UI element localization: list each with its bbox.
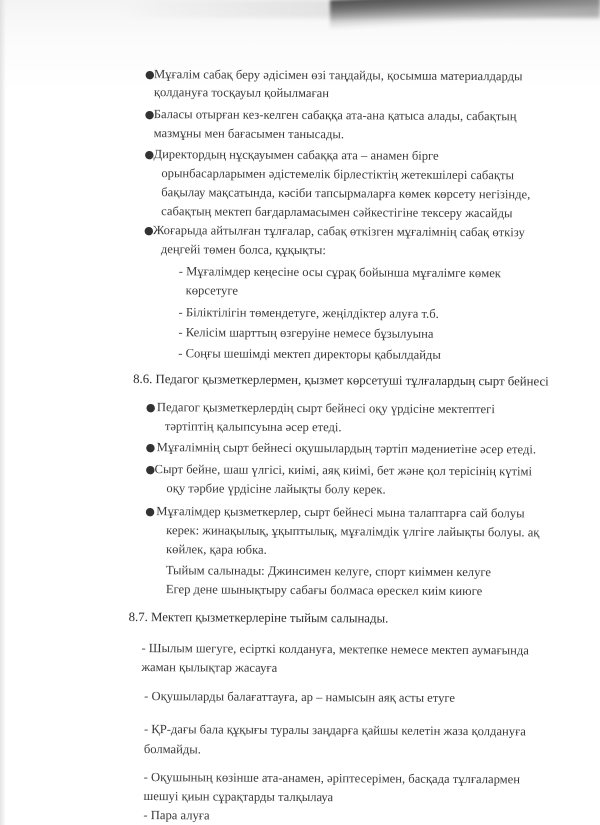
text-line: көрсетуге — [185, 283, 238, 298]
text-line: - Соңғы шешімді мектеп директоры қабылдайды — [178, 346, 441, 362]
text-line: сабақтың мектеп бағдарламасымен сәйкестігіне тексеру жасайды — [161, 204, 513, 221]
text-line: оқу тәрбие үрдісіне лайықты болу керек. — [166, 481, 386, 497]
text-line: орынбасарларымен әдістемелік бірлестіктің жетекшілері сабақты — [161, 166, 514, 183]
bullet-marker: ● — [144, 108, 155, 122]
text-line: - ҚР-дағы бала құқығы туралы заңдарға қайшы келетін жаза қолдануға — [143, 722, 526, 739]
text-line: тәртіптің қалыпсуына әсер етеді. — [164, 419, 342, 435]
text-line: Директордың нұсқауымен сабаққа ата – анамен бірге — [153, 147, 439, 163]
text-line: Мұғалімдер қызметкерлер, сырт бейнесі мына талаптарға сай болуы — [156, 504, 525, 521]
text-line: қолдануға тосқауыл қойылмаған — [153, 85, 330, 101]
text-line: Сырт бейне, шаш үлгісі, киімі, аяқ киімі, бет және қол терісінің күтімі — [154, 462, 533, 479]
bullet-marker: ● — [144, 148, 155, 162]
text-line: - Шылым шегуге, есірткі колдануға, мектепке немесе мектеп аумағында — [141, 641, 529, 658]
text-line: - Мұғалімдер кеңесіне осы сұрақ бойынша мұғалімге көмек — [178, 264, 501, 281]
text-line: керек: жинақылық, ұқыптылық, мұғалімдік үлгіге лайықты болуы. ақ — [166, 523, 540, 540]
section-heading: 8.7. Мектеп қызметкерлеріне тыйым салынады. — [128, 609, 389, 626]
bullet-marker: ● — [145, 441, 156, 455]
section-heading: 8.6. Педагог қызметкерлермен, қызмет көрсетуші тұлғалардың сырт бейнесі — [133, 371, 549, 389]
text-line: - Келісім шарттың өзгеруіне немесе бұзылуына — [178, 325, 434, 341]
bullet-marker: ● — [145, 505, 155, 519]
text-line: - Оқушының көзінше ата-анамен, әріптесерімен, басқада тұлғалармен — [143, 770, 521, 787]
bullet-marker: ● — [143, 224, 154, 238]
text-line: мазмұны мен бағасымен танысады. — [153, 126, 345, 142]
text-line: - Біліктілігін төмендетуге, жеңілдіктер алуға т.б. — [178, 305, 439, 321]
text-line: Мұғалім сабақ беру әдісімен өзі таңдайды, қосымша материалдарды — [153, 67, 523, 84]
text-line: болмайды. — [143, 742, 201, 757]
bullet-marker: ● — [145, 463, 156, 477]
text-line: шешуі қиын сұрақтарды талқылауа — [143, 789, 334, 805]
text-line: - Оқушыларды балағаттауға, ар – намысын аяқ асты етуге — [144, 689, 456, 705]
text-line: Егер дене шынықтыру сабағы болмаса өрескел киім киюге — [165, 582, 483, 599]
text-line: деңгейі төмен болса, құқықты: — [160, 242, 326, 258]
text-line: Тыйым салынады: Джинсимен келуге, спорт киіммен келуге — [165, 563, 492, 580]
text-line: Жоғарыда айтылған тұлғалар, сабақ өткізген мұғалімнің сабақ өткізу — [152, 223, 525, 240]
bullet-marker: ● — [144, 68, 155, 82]
text-line: - Пара алуға — [143, 808, 210, 823]
text-line: бақылау мақсатында, кәсіби тапсырмаларға көмек көрсету негізінде, — [161, 185, 531, 202]
text-line: Баласы отырған кез-келген сабаққа ата-ана қатыса алады, сабақтың — [153, 107, 517, 124]
text-line: көйлек, қара юбка. — [166, 542, 267, 557]
bullet-marker: ● — [145, 401, 156, 415]
text-line: Педагог қызметкерлердің сырт бейнесі оқу үрдісіне мектептегі — [156, 400, 495, 417]
text-line: Мұғалімнің сырт бейнесі оқушылардың тәртіп мәдениетіне әсер етеді. — [156, 440, 537, 457]
text-line: жаман қылықтар жасауға — [141, 660, 278, 675]
